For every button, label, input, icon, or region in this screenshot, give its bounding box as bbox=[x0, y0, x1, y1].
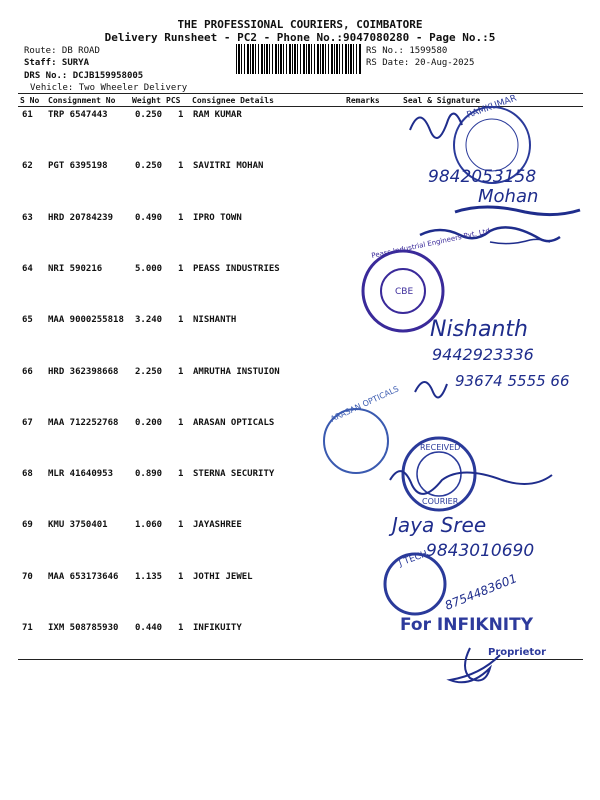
proprietor-label: Proprietor bbox=[488, 647, 547, 658]
cell-pcs: 1 bbox=[178, 315, 184, 325]
col-consignment: Consignment No bbox=[48, 96, 116, 105]
cell-weight: 0.250 bbox=[135, 110, 163, 120]
cell-consignee: NISHANTH bbox=[193, 315, 237, 325]
cell-consignment: HRD 362398668 bbox=[48, 367, 119, 377]
ramkumar-stamp-text: RAMKUMAR bbox=[465, 93, 519, 121]
cell-consignee: STERNA SECURITY bbox=[193, 469, 275, 479]
col-weight: Weight bbox=[132, 96, 161, 105]
cell-sno: 63 bbox=[22, 213, 33, 223]
cell-weight: 0.200 bbox=[135, 418, 163, 428]
cell-consignee: RAM KUMAR bbox=[193, 110, 242, 120]
cell-consignee: JAYASHREE bbox=[193, 520, 242, 530]
cell-pcs: 1 bbox=[178, 469, 184, 479]
cell-sno: 65 bbox=[22, 315, 33, 325]
cell-consignment: NRI 590216 bbox=[48, 264, 103, 274]
cell-consignment: HRD 20784239 bbox=[48, 213, 114, 223]
cell-consignment: MAA 653173646 bbox=[48, 572, 119, 582]
cell-pcs: 1 bbox=[178, 418, 184, 428]
cell-weight: 0.440 bbox=[135, 623, 163, 633]
cell-sno: 61 bbox=[22, 110, 33, 120]
cell-consignee: INFIKUITY bbox=[193, 623, 242, 633]
cell-pcs: 1 bbox=[178, 264, 184, 274]
cell-consignment: MAA 712252768 bbox=[48, 418, 119, 428]
cell-weight: 0.890 bbox=[135, 469, 163, 479]
cell-sno: 67 bbox=[22, 418, 33, 428]
cell-consignee: SAVITRI MOHAN bbox=[193, 161, 264, 171]
jothi-phone: 8754483601 bbox=[442, 571, 519, 613]
cell-consignment: MLR 41640953 bbox=[48, 469, 114, 479]
col-seal: Seal & Signature bbox=[403, 96, 481, 105]
cell-pcs: 1 bbox=[178, 213, 184, 223]
cell-weight: 2.250 bbox=[135, 367, 163, 377]
cell-weight: 0.490 bbox=[135, 213, 163, 223]
cell-consignment: IXM 508785930 bbox=[48, 623, 119, 633]
cell-consignee: IPRO TOWN bbox=[193, 213, 242, 223]
ramkumar-phone: 9842053158 bbox=[428, 167, 537, 187]
cell-pcs: 1 bbox=[178, 572, 184, 582]
cell-pcs: 1 bbox=[178, 110, 184, 120]
peass-stamp-text: Peass Industrial Engineers Pvt. Ltd bbox=[370, 227, 491, 260]
svg-text:CBE: CBE bbox=[395, 287, 414, 297]
cell-weight: 0.250 bbox=[135, 161, 163, 171]
cell-consignee: JOTHI JEWEL bbox=[193, 572, 253, 582]
cell-weight: 5.000 bbox=[135, 264, 163, 274]
col-consignee: Consignee Details bbox=[192, 96, 274, 105]
staff-label: Staff: SURYA bbox=[24, 58, 90, 68]
jayashree-signature: Jaya Sree bbox=[392, 513, 487, 537]
savitri-signature: Mohan bbox=[478, 186, 539, 207]
arasan-stamp-text: ARASAN OPTICALS bbox=[329, 384, 401, 424]
cell-weight: 1.135 bbox=[135, 572, 163, 582]
vehicle-label: Vehicle: Two Wheeler Delivery bbox=[30, 83, 188, 93]
cell-consignment: MAA 9000255818 bbox=[48, 315, 124, 325]
courier-text: COURIER bbox=[422, 497, 459, 506]
cell-pcs: 1 bbox=[178, 367, 184, 377]
cell-weight: 1.060 bbox=[135, 520, 163, 530]
runsheet-title: Delivery Runsheet - PC2 - Phone No.:9047080280 - Page No.:5 bbox=[104, 31, 496, 44]
cell-pcs: 1 bbox=[178, 161, 184, 171]
cell-weight: 3.240 bbox=[135, 315, 163, 325]
nishanth-signature: Nishanth bbox=[430, 317, 528, 342]
peass-stamp bbox=[363, 227, 491, 331]
drs-label: DRS No.: DCJB159958005 bbox=[24, 71, 144, 81]
cell-sno: 64 bbox=[22, 264, 33, 274]
arasan-stamp bbox=[324, 384, 400, 473]
cell-sno: 69 bbox=[22, 520, 33, 530]
cell-consignee: AMRUTHA INSTUION bbox=[193, 367, 280, 377]
infiknity-stamp: For INFIKNITY bbox=[400, 615, 534, 635]
amrutha-phone: 93674 5555 66 bbox=[455, 372, 570, 390]
cell-sno: 62 bbox=[22, 161, 33, 171]
cell-sno: 66 bbox=[22, 367, 33, 377]
route-label: Route: DB ROAD bbox=[24, 46, 100, 56]
cell-consignment: KMU 3750401 bbox=[48, 520, 108, 530]
rs-date: RS Date: 20-Aug-2025 bbox=[366, 58, 475, 68]
col-pcs: PCS bbox=[166, 96, 181, 105]
cell-sno: 71 bbox=[22, 623, 33, 633]
cell-consignment: PGT 6395198 bbox=[48, 161, 108, 171]
cell-consignment: TRP 6547443 bbox=[48, 110, 108, 120]
nishanth-phone: 9442923336 bbox=[432, 345, 534, 364]
col-remarks: Remarks bbox=[346, 96, 380, 105]
jtech-text: J TECH bbox=[397, 549, 429, 569]
cell-sno: 68 bbox=[22, 469, 33, 479]
cell-consignee: PEASS INDUSTRIES bbox=[193, 264, 280, 274]
col-sno: S No bbox=[20, 96, 40, 105]
received-stamp bbox=[403, 438, 475, 510]
cell-sno: 70 bbox=[22, 572, 33, 582]
cell-pcs: 1 bbox=[178, 520, 184, 530]
jayashree-phone: 9843010690 bbox=[426, 541, 535, 561]
company-title: THE PROFESSIONAL COURIERS, COIMBATORE bbox=[177, 18, 423, 31]
received-text: RECEIVED bbox=[420, 443, 461, 452]
cell-pcs: 1 bbox=[178, 623, 184, 633]
rs-number: RS No.: 1599580 bbox=[366, 46, 448, 56]
cell-consignee: ARASAN OPTICALS bbox=[193, 418, 275, 428]
